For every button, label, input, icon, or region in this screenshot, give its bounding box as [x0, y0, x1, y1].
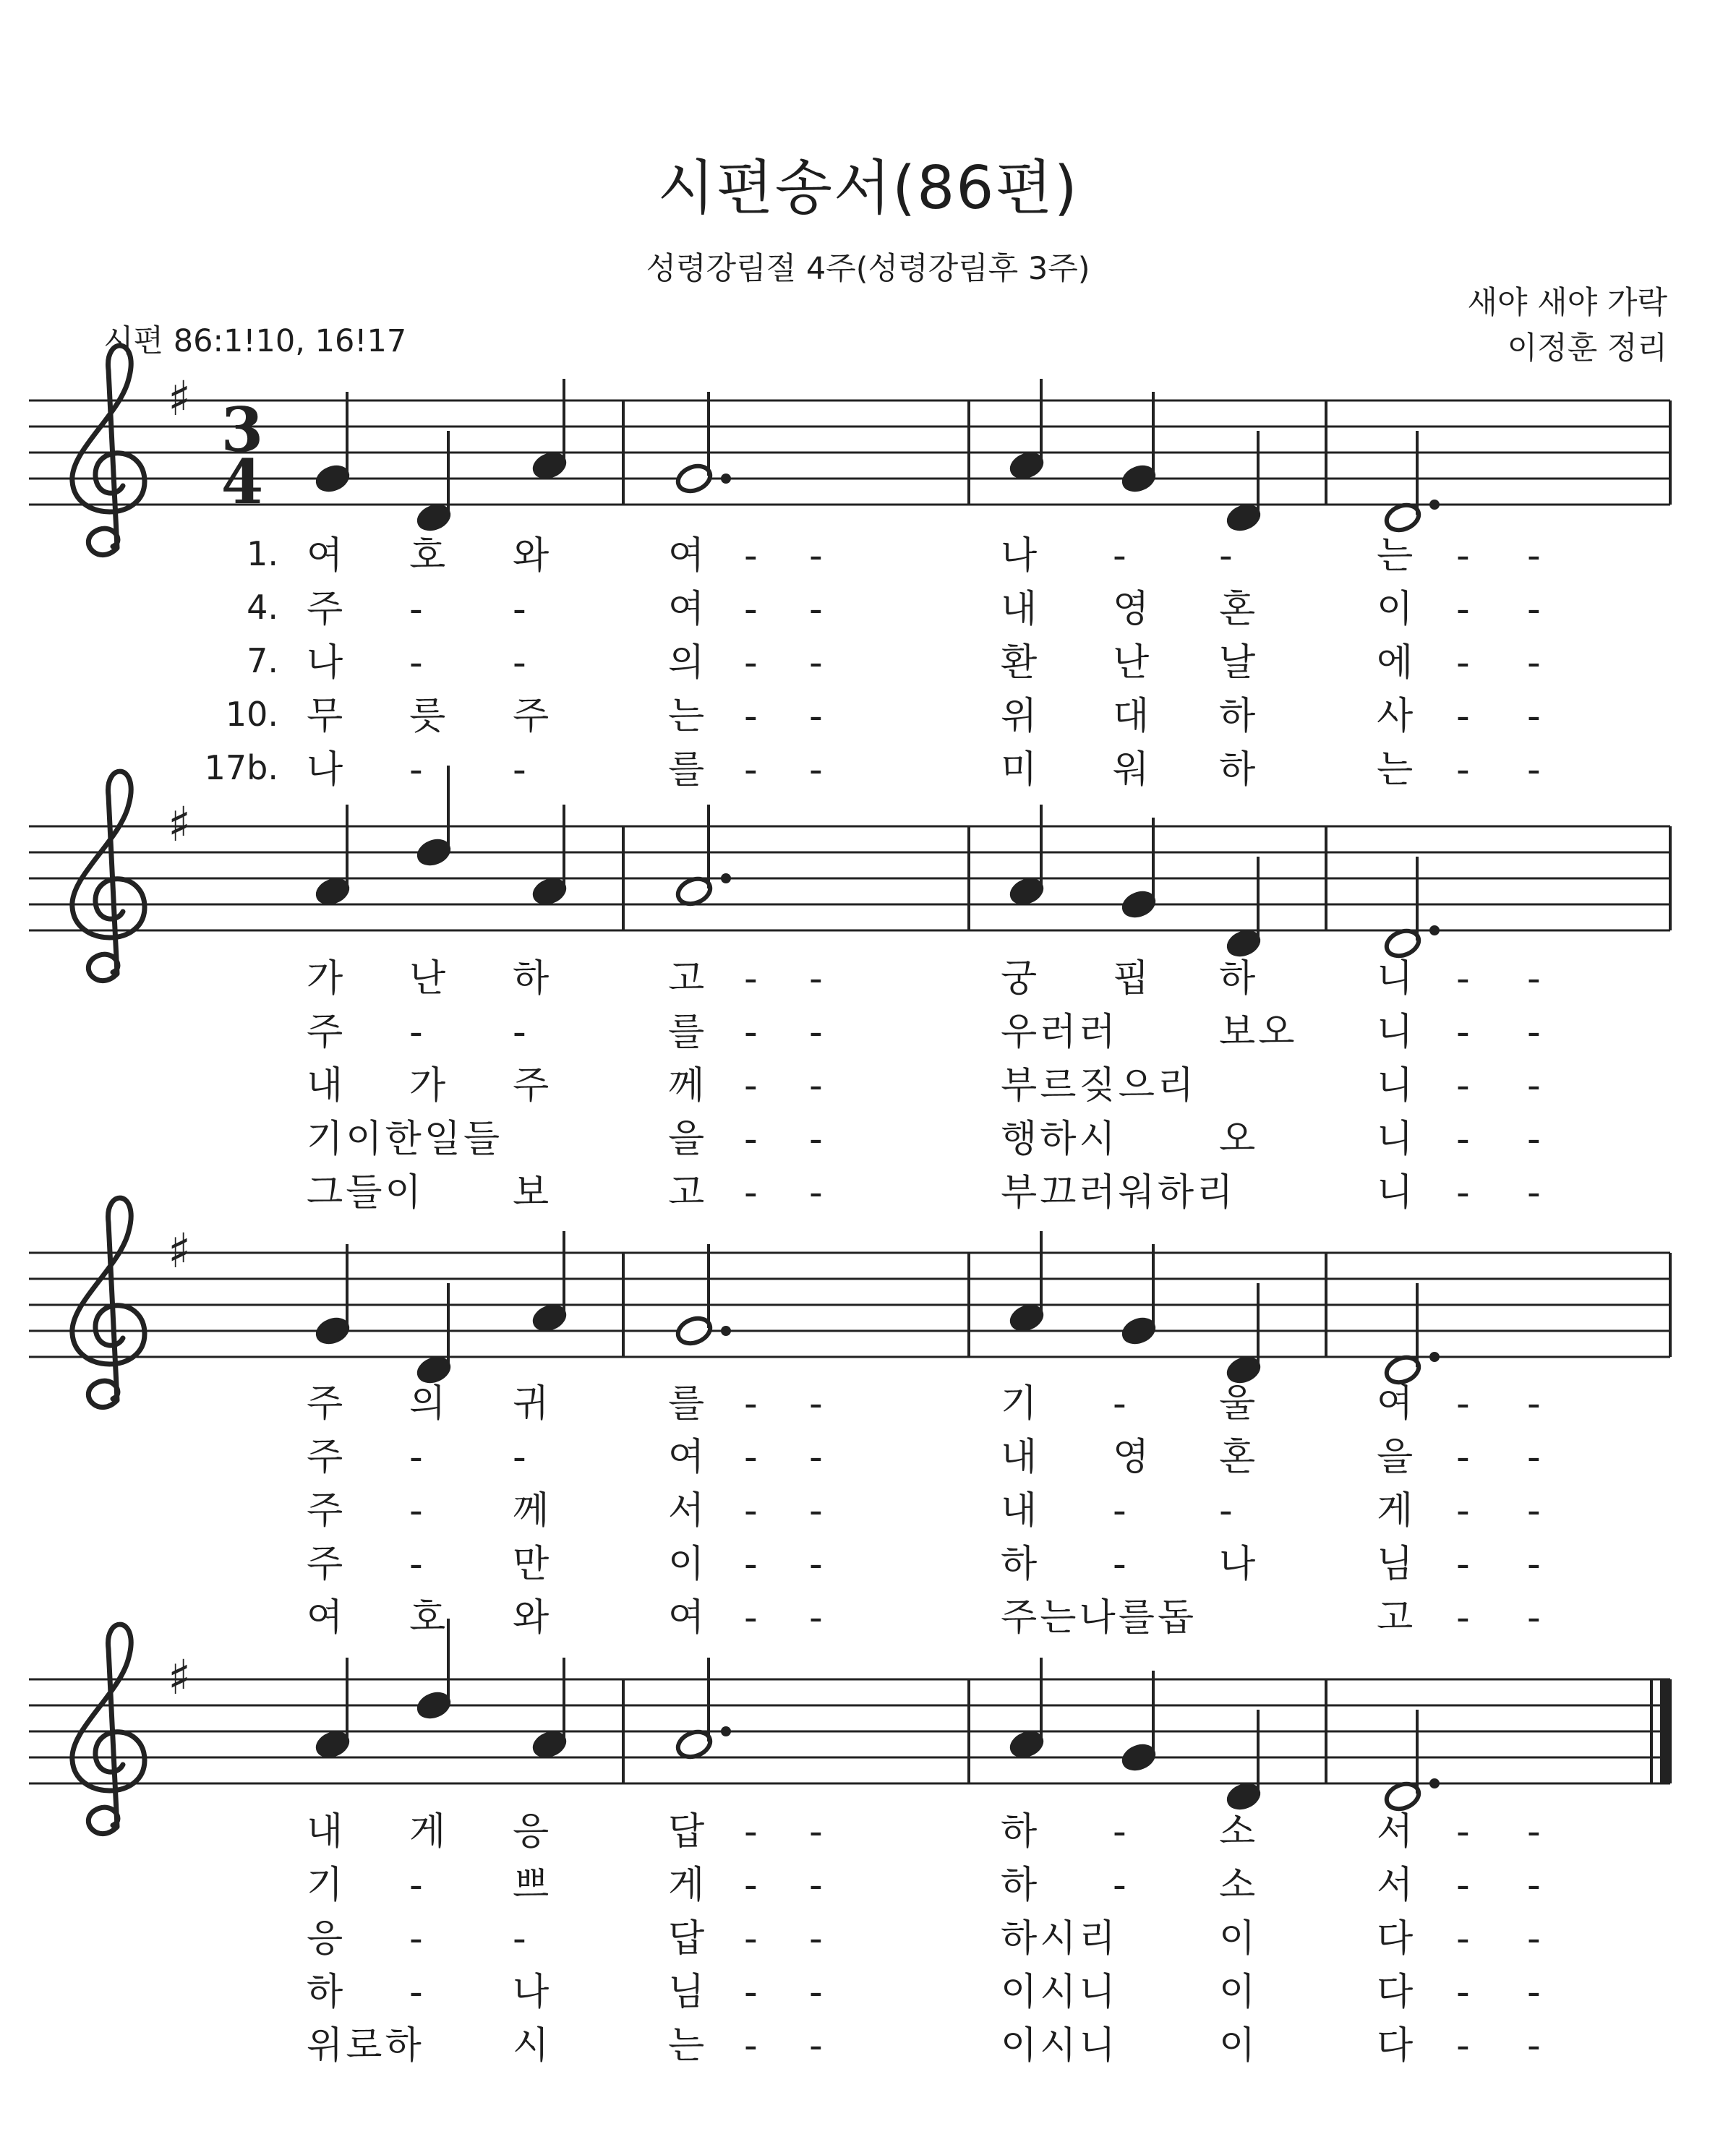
- lyric-extender: -: [809, 1543, 823, 1586]
- note: [675, 805, 731, 908]
- lyric-syllable: 하: [1219, 695, 1256, 738]
- note: [1119, 818, 1159, 921]
- lyric-extender: -: [1456, 588, 1470, 631]
- lyric-extender: -: [409, 588, 423, 631]
- lyric-extender: -: [744, 748, 758, 792]
- lyric-extender: -: [744, 641, 758, 685]
- lyric-syllable: 릇: [409, 695, 446, 738]
- lyric-extender: -: [1527, 1064, 1541, 1108]
- note: [1224, 857, 1264, 960]
- note: [313, 392, 353, 495]
- note: [530, 1658, 570, 1761]
- lyric-extender: -: [1113, 1543, 1126, 1586]
- final-thick-bar-line: [1660, 1679, 1672, 1783]
- note: [675, 392, 731, 495]
- lyric-syllable: 날: [1219, 641, 1256, 685]
- verse-number: 17b.: [204, 748, 278, 787]
- lyric-extender: -: [409, 1436, 423, 1479]
- lyric-syllable: 오: [1219, 1118, 1256, 1161]
- lyric-syllable: 다: [1377, 1971, 1414, 2014]
- lyric-syllable: 내: [1001, 588, 1038, 631]
- lyric-syllable: 내: [307, 1064, 343, 1108]
- page-title: 시편송서(86편): [657, 154, 1079, 223]
- treble-clef-icon: [72, 771, 145, 980]
- lyric-extender: -: [1456, 1011, 1470, 1054]
- lyric-syllable: 위: [1001, 695, 1038, 738]
- lyric-syllable: 호: [409, 534, 446, 578]
- lyric-extender: -: [1219, 1489, 1233, 1533]
- lyric-syllable: 시: [513, 2024, 550, 2068]
- lyric-extender: -: [409, 1489, 423, 1533]
- lyric-extender: -: [809, 1171, 823, 1214]
- lyric-extender: -: [1527, 2024, 1541, 2068]
- note: [313, 1658, 353, 1761]
- augmentation-dot: [721, 474, 731, 484]
- lyric-extender: -: [809, 1064, 823, 1108]
- lyric-extender: -: [1113, 1382, 1126, 1426]
- lyric-syllable: 주: [307, 1011, 343, 1054]
- lyric-extender: -: [809, 2024, 823, 2068]
- lyric-syllable: 고: [668, 1171, 705, 1214]
- lyric-syllable: 는: [1377, 748, 1414, 792]
- lyric-syllable: 께: [513, 1489, 550, 1533]
- lyric-syllable: 울: [1219, 1382, 1256, 1426]
- lyric-extender: -: [744, 588, 758, 631]
- note: [1119, 1671, 1159, 1774]
- augmentation-dot: [721, 1326, 731, 1336]
- lyric-syllable: 부끄러워하리: [1001, 1171, 1236, 1214]
- lyric-extender: -: [513, 748, 526, 792]
- lyric-syllable: 나: [307, 748, 343, 792]
- note: [1007, 805, 1047, 908]
- psalm-reference: 시편 86:1!10, 16!17: [103, 323, 407, 359]
- lyric-extender: -: [1527, 1864, 1541, 1907]
- lyric-extender: -: [744, 1171, 758, 1214]
- lyric-extender: -: [1456, 534, 1470, 578]
- lyric-extender: -: [1456, 1171, 1470, 1214]
- lyric-extender: -: [744, 534, 758, 578]
- lyric-syllable: 혼: [1219, 1436, 1256, 1479]
- lyric-syllable: 내: [1001, 1489, 1038, 1533]
- lyric-extender: -: [1456, 695, 1470, 738]
- lyric-syllable: 그들이: [307, 1171, 424, 1214]
- lyric-syllable: 서: [1377, 1864, 1414, 1907]
- lyric-syllable: 난: [409, 957, 446, 1001]
- lyric-syllable: 는: [668, 695, 705, 738]
- note: [1119, 1244, 1159, 1348]
- lyric-extender: -: [744, 2024, 758, 2068]
- lyric-extender: -: [1456, 2024, 1470, 2068]
- lyric-syllable: 답: [668, 1917, 705, 1961]
- lyric-syllable: 궁: [1001, 957, 1038, 1001]
- lyric-syllable: 이: [1377, 588, 1414, 631]
- lyric-syllable: 하: [307, 1971, 343, 2014]
- lyric-syllable: 이시니: [1001, 1971, 1119, 2014]
- lyric-syllable: 행하시: [1001, 1118, 1119, 1161]
- lyric-syllable: 의: [668, 641, 705, 685]
- lyric-syllable: 부르짖으리: [1001, 1064, 1197, 1108]
- lyric-syllable: 나: [1001, 534, 1038, 578]
- lyric-syllable: 니: [1377, 1171, 1414, 1214]
- lyric-syllable: 답: [668, 1810, 705, 1854]
- lyric-extender: -: [1456, 1064, 1470, 1108]
- lyric-syllable: 나: [513, 1971, 550, 2014]
- lyric-extender: -: [1527, 1917, 1541, 1961]
- lyric-extender: -: [513, 1011, 526, 1054]
- lyric-extender: -: [809, 695, 823, 738]
- lyric-syllable: 나: [1219, 1543, 1256, 1586]
- lyric-syllable: 주: [307, 1489, 343, 1533]
- augmentation-dot: [721, 873, 731, 883]
- lyric-syllable: 니: [1377, 1064, 1414, 1108]
- lyric-extender: -: [1527, 1489, 1541, 1533]
- note: [1007, 1231, 1047, 1334]
- lyric-extender: -: [809, 1864, 823, 1907]
- lyric-syllable: 귀: [513, 1382, 550, 1426]
- lyric-extender: -: [744, 1489, 758, 1533]
- sharp-icon: ♯: [168, 371, 191, 427]
- lyric-extender: -: [809, 748, 823, 792]
- note: [313, 805, 353, 908]
- lyric-extender: -: [809, 588, 823, 631]
- lyric-extender: -: [409, 1971, 423, 2014]
- lyric-extender: -: [744, 1971, 758, 2014]
- lyric-syllable: 여: [668, 534, 705, 578]
- lyric-syllable: 니: [1377, 1011, 1414, 1054]
- lyric-syllable: 고: [668, 957, 705, 1001]
- lyric-extender: -: [1456, 1489, 1470, 1533]
- lyric-syllable: 워: [1113, 748, 1150, 792]
- lyric-extender: -: [1456, 1436, 1470, 1479]
- augmentation-dot: [1429, 1778, 1440, 1788]
- lyric-syllable: 이: [1219, 1917, 1256, 1961]
- lyric-syllable: 주: [307, 588, 343, 631]
- lyric-extender: -: [1527, 1810, 1541, 1854]
- lyric-syllable: 하: [513, 957, 550, 1001]
- note: [1383, 1710, 1440, 1813]
- lyric-extender: -: [1113, 534, 1126, 578]
- lyric-extender: -: [744, 1864, 758, 1907]
- lyric-syllable: 주: [307, 1436, 343, 1479]
- lyric-syllable: 보오: [1219, 1011, 1298, 1054]
- verse-number: 1.: [247, 534, 278, 573]
- lyric-syllable: 님: [1377, 1543, 1414, 1586]
- note: [1383, 431, 1440, 534]
- time-signature-bottom: 4: [221, 446, 264, 518]
- lyric-extender: -: [744, 1810, 758, 1854]
- lyric-syllable: 고: [1377, 1596, 1414, 1640]
- lyric-extender: -: [744, 1917, 758, 1961]
- lyric-syllable: 호: [409, 1596, 446, 1640]
- lyric-syllable: 하: [1001, 1810, 1038, 1854]
- lyric-extender: -: [744, 1064, 758, 1108]
- lyric-syllable: 게: [1377, 1489, 1414, 1533]
- lyric-extender: -: [744, 1011, 758, 1054]
- lyric-syllable: 하: [1219, 957, 1256, 1001]
- note: [675, 1658, 731, 1761]
- lyric-syllable: 영: [1113, 1436, 1150, 1479]
- lyric-syllable: 를: [668, 748, 705, 792]
- lyric-extender: -: [1113, 1489, 1126, 1533]
- lyric-syllable: 주: [307, 1382, 343, 1426]
- lyric-extender: -: [1527, 1382, 1541, 1426]
- note: [1224, 431, 1264, 534]
- lyric-syllable: 우러러: [1001, 1011, 1119, 1054]
- note: [1119, 392, 1159, 495]
- lyric-extender: -: [1456, 641, 1470, 685]
- lyric-extender: -: [1456, 1971, 1470, 2014]
- lyric-extender: -: [809, 534, 823, 578]
- lyric-extender: -: [809, 1917, 823, 1961]
- lyric-extender: -: [1527, 1543, 1541, 1586]
- lyric-syllable: 주는나를돕: [1001, 1596, 1197, 1640]
- lyric-syllable: 하: [1001, 1543, 1038, 1586]
- lyric-extender: -: [1527, 1436, 1541, 1479]
- lyric-extender: -: [809, 641, 823, 685]
- lyric-syllable: 응: [307, 1917, 343, 1961]
- treble-clef-icon: [72, 1624, 145, 1833]
- lyric-syllable: 이: [668, 1543, 705, 1586]
- note: [530, 805, 570, 908]
- lyric-extender: -: [1456, 1917, 1470, 1961]
- lyric-extender: -: [809, 1118, 823, 1161]
- lyric-syllable: 의: [409, 1382, 446, 1426]
- lyric-syllable: 니: [1377, 957, 1414, 1001]
- lyric-extender: -: [809, 1489, 823, 1533]
- lyric-syllable: 다: [1377, 1917, 1414, 1961]
- augmentation-dot: [1429, 1352, 1440, 1362]
- note: [414, 431, 454, 534]
- lyric-syllable: 게: [409, 1810, 446, 1854]
- lyric-syllable: 가: [307, 957, 343, 1001]
- lyric-syllable: 주: [513, 1064, 550, 1108]
- augmentation-dot: [1429, 500, 1440, 510]
- lyric-extender: -: [1527, 695, 1541, 738]
- lyric-syllable: 여: [307, 534, 343, 578]
- lyric-syllable: 게: [668, 1864, 705, 1907]
- verse-number: 10.: [225, 695, 278, 734]
- lyric-syllable: 대: [1113, 695, 1150, 738]
- lyric-syllable: 니: [1377, 1118, 1414, 1161]
- lyric-syllable: 을: [668, 1118, 705, 1161]
- lyric-syllable: 핍: [1113, 957, 1150, 1001]
- lyric-extender: -: [1527, 534, 1541, 578]
- time-signature-top: 3: [221, 394, 264, 466]
- lyric-extender: -: [809, 1971, 823, 2014]
- lyric-syllable: 혼: [1219, 588, 1256, 631]
- lyric-extender: -: [1456, 1543, 1470, 1586]
- lyric-syllable: 소: [1219, 1810, 1256, 1854]
- lyric-extender: -: [1456, 1864, 1470, 1907]
- lyric-syllable: 내: [307, 1810, 343, 1854]
- lyric-syllable: 에: [1377, 641, 1414, 685]
- lyric-extender: -: [1113, 1864, 1126, 1907]
- lyric-syllable: 쁘: [513, 1864, 550, 1907]
- lyric-extender: -: [744, 1436, 758, 1479]
- lyric-extender: -: [1527, 1011, 1541, 1054]
- lyric-extender: -: [513, 588, 526, 631]
- lyric-extender: -: [744, 1118, 758, 1161]
- lyric-extender: -: [809, 1810, 823, 1854]
- lyric-syllable: 무: [307, 695, 343, 738]
- lyric-syllable: 이: [1219, 2024, 1256, 2068]
- lyric-extender: -: [513, 641, 526, 685]
- lyric-extender: -: [409, 641, 423, 685]
- lyric-syllable: 난: [1113, 641, 1150, 685]
- lyric-syllable: 이: [1219, 1971, 1256, 2014]
- note: [1383, 1283, 1440, 1387]
- lyric-syllable: 응: [513, 1810, 550, 1854]
- lyric-syllable: 여: [1377, 1382, 1414, 1426]
- lyric-syllable: 를: [668, 1011, 705, 1054]
- treble-clef-icon: [72, 1198, 145, 1407]
- lyric-extender: -: [1456, 957, 1470, 1001]
- lyric-extender: -: [744, 1596, 758, 1640]
- lyric-syllable: 기이한일들: [307, 1118, 503, 1161]
- treble-clef-icon: [72, 346, 145, 554]
- lyric-syllable: 영: [1113, 588, 1150, 631]
- lyric-syllable: 다: [1377, 2024, 1414, 2068]
- lyric-extender: -: [809, 1436, 823, 1479]
- lyric-extender: -: [744, 1543, 758, 1586]
- lyric-syllable: 보: [513, 1171, 550, 1214]
- note: [1007, 379, 1047, 482]
- lyric-extender: -: [1456, 1118, 1470, 1161]
- lyric-extender: -: [409, 748, 423, 792]
- lyric-syllable: 여: [668, 1436, 705, 1479]
- lyric-syllable: 하: [1001, 1864, 1038, 1907]
- lyric-extender: -: [744, 1382, 758, 1426]
- lyric-syllable: 는: [1377, 534, 1414, 578]
- lyric-syllable: 와: [513, 534, 550, 578]
- verse-number: 4.: [247, 588, 278, 627]
- note: [675, 1244, 731, 1348]
- lyric-syllable: 사: [1377, 695, 1414, 738]
- note: [530, 379, 570, 482]
- lyric-syllable: 미: [1001, 748, 1038, 792]
- lyric-syllable: 서: [668, 1489, 705, 1533]
- lyric-extender: -: [1527, 748, 1541, 792]
- lyric-extender: -: [1527, 588, 1541, 631]
- lyric-syllable: 께: [668, 1064, 705, 1108]
- page-subtitle: 성령강림절 4주(성령강림후 3주): [646, 251, 1090, 287]
- lyric-syllable: 서: [1377, 1810, 1414, 1854]
- lyric-syllable: 기: [1001, 1382, 1038, 1426]
- lyric-syllable: 을: [1377, 1436, 1414, 1479]
- lyric-extender: -: [809, 1382, 823, 1426]
- lyric-syllable: 여: [307, 1596, 343, 1640]
- note: [313, 1244, 353, 1348]
- lyric-syllable: 위로하: [307, 2024, 424, 2068]
- arranger-credit: 이정훈 정리: [1507, 330, 1667, 367]
- note: [1007, 1658, 1047, 1761]
- lyric-extender: -: [809, 957, 823, 1001]
- verse-number: 7.: [247, 641, 278, 680]
- sharp-icon: ♯: [168, 797, 191, 852]
- lyric-extender: -: [1456, 1596, 1470, 1640]
- lyric-syllable: 님: [668, 1971, 705, 2014]
- lyric-syllable: 이시니: [1001, 2024, 1119, 2068]
- lyric-extender: -: [809, 1596, 823, 1640]
- lyric-syllable: 여: [668, 588, 705, 631]
- lyric-extender: -: [409, 1917, 423, 1961]
- lyric-syllable: 나: [307, 641, 343, 685]
- lyric-extender: -: [513, 1917, 526, 1961]
- lyric-syllable: 기: [307, 1864, 343, 1907]
- lyric-extender: -: [1456, 748, 1470, 792]
- augmentation-dot: [721, 1726, 731, 1736]
- lyric-syllable: 주: [513, 695, 550, 738]
- lyric-extender: -: [1527, 1596, 1541, 1640]
- lyric-syllable: 내: [1001, 1436, 1038, 1479]
- lyric-extender: -: [409, 1543, 423, 1586]
- sharp-icon: ♯: [168, 1223, 191, 1279]
- lyric-syllable: 환: [1001, 641, 1038, 685]
- note: [1224, 1710, 1264, 1813]
- lyric-syllable: 는: [668, 2024, 705, 2068]
- lyric-extender: -: [1456, 1810, 1470, 1854]
- lyric-syllable: 하: [1219, 748, 1256, 792]
- lyric-extender: -: [809, 1011, 823, 1054]
- lyric-syllable: 주: [307, 1543, 343, 1586]
- lyric-syllable: 가: [409, 1064, 446, 1108]
- lyric-extender: -: [744, 957, 758, 1001]
- lyric-extender: -: [513, 1436, 526, 1479]
- lyric-extender: -: [1456, 1382, 1470, 1426]
- lyric-extender: -: [409, 1011, 423, 1054]
- note: [1224, 1283, 1264, 1387]
- augmentation-dot: [1429, 925, 1440, 935]
- lyric-syllable: 만: [513, 1543, 550, 1586]
- lyric-extender: -: [409, 1864, 423, 1907]
- lyric-syllable: 하시리: [1001, 1917, 1119, 1961]
- lyric-extender: -: [1113, 1810, 1126, 1854]
- sharp-icon: ♯: [168, 1650, 191, 1705]
- lyric-extender: -: [1527, 957, 1541, 1001]
- lyric-syllable: 와: [513, 1596, 550, 1640]
- lyric-extender: -: [744, 695, 758, 738]
- tune-credit: 새야 새야 가락: [1467, 285, 1667, 321]
- lyric-syllable: 소: [1219, 1864, 1256, 1907]
- lyric-extender: -: [1527, 1171, 1541, 1214]
- lyric-extender: -: [1527, 1971, 1541, 2014]
- lyric-syllable: 여: [668, 1596, 705, 1640]
- note: [414, 1283, 454, 1387]
- lyric-extender: -: [1527, 641, 1541, 685]
- lyric-extender: -: [1527, 1118, 1541, 1161]
- note: [530, 1231, 570, 1334]
- lyric-syllable: 를: [668, 1382, 705, 1426]
- lyric-extender: -: [1219, 534, 1233, 578]
- note: [1383, 857, 1440, 960]
